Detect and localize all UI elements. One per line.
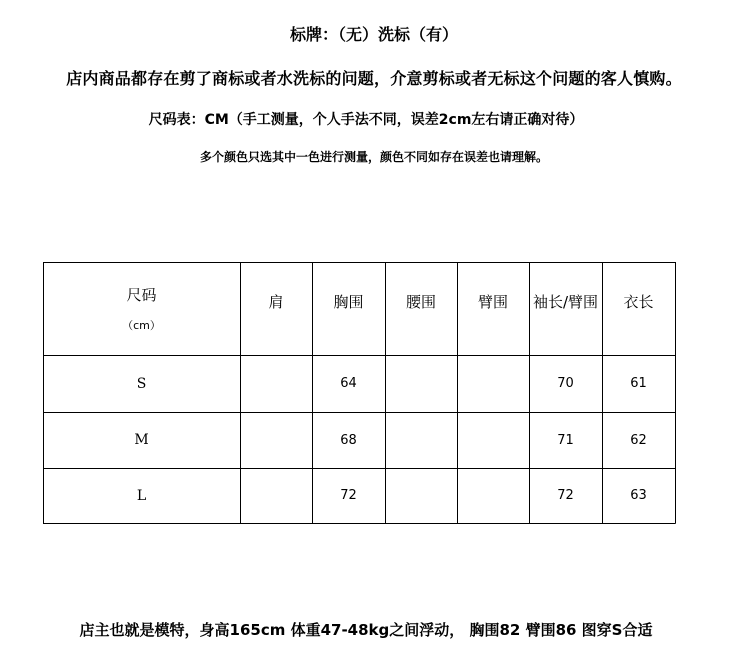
value-cell	[457, 412, 529, 468]
size-cell: S	[136, 375, 147, 392]
model-note: 店主也就是模特，身高165cm 体重47-48kg之间浮动， 胸围82 臂围86 图穿S合适	[79, 621, 653, 639]
value-cell: 72	[340, 488, 357, 503]
value-cell	[385, 412, 457, 468]
column-header: 胸围	[333, 293, 364, 311]
value-cell	[385, 468, 457, 523]
size-header-cell	[43, 262, 240, 355]
column-header: 腰围	[405, 293, 436, 311]
value-cell: 62	[630, 432, 647, 448]
value-cell	[240, 412, 312, 468]
column-header: 臂围	[477, 293, 508, 311]
column-header: 肩	[268, 293, 284, 311]
value-cell	[240, 355, 312, 412]
size-cell: L	[136, 487, 147, 504]
size-cell: M	[134, 432, 149, 448]
value-cell: 71	[557, 432, 574, 448]
value-cell: 70	[557, 376, 574, 391]
value-cell: 72	[557, 488, 574, 503]
value-cell	[457, 468, 529, 523]
value-cell: 68	[340, 432, 357, 448]
value-cell	[457, 355, 529, 412]
label-info-line: 标牌：（无）洗标（有）	[289, 25, 458, 44]
color-measure-note: 多个颜色只选其中一色进行测量，颜色不同如存在误差也请理解。	[199, 150, 548, 164]
size-chart-title: 尺码表：CM（手工测量，个人手法不同，误差2cm左右请正确对待）	[148, 112, 584, 128]
value-cell: 63	[630, 488, 647, 503]
value-cell	[240, 468, 312, 523]
value-cell	[385, 355, 457, 412]
value-cell: 64	[340, 376, 357, 391]
size-header-label: 尺码	[126, 286, 157, 304]
column-header: 袖长/臂围	[532, 293, 599, 311]
label-notice-line: 店内商品都存在剪了商标或者水洗标的问题，介意剪标或者无标这个问题的客人慎购。	[66, 69, 682, 88]
column-header: 衣长	[623, 293, 654, 311]
value-cell: 61	[630, 376, 647, 391]
size-unit-label: （cm）	[122, 319, 161, 332]
